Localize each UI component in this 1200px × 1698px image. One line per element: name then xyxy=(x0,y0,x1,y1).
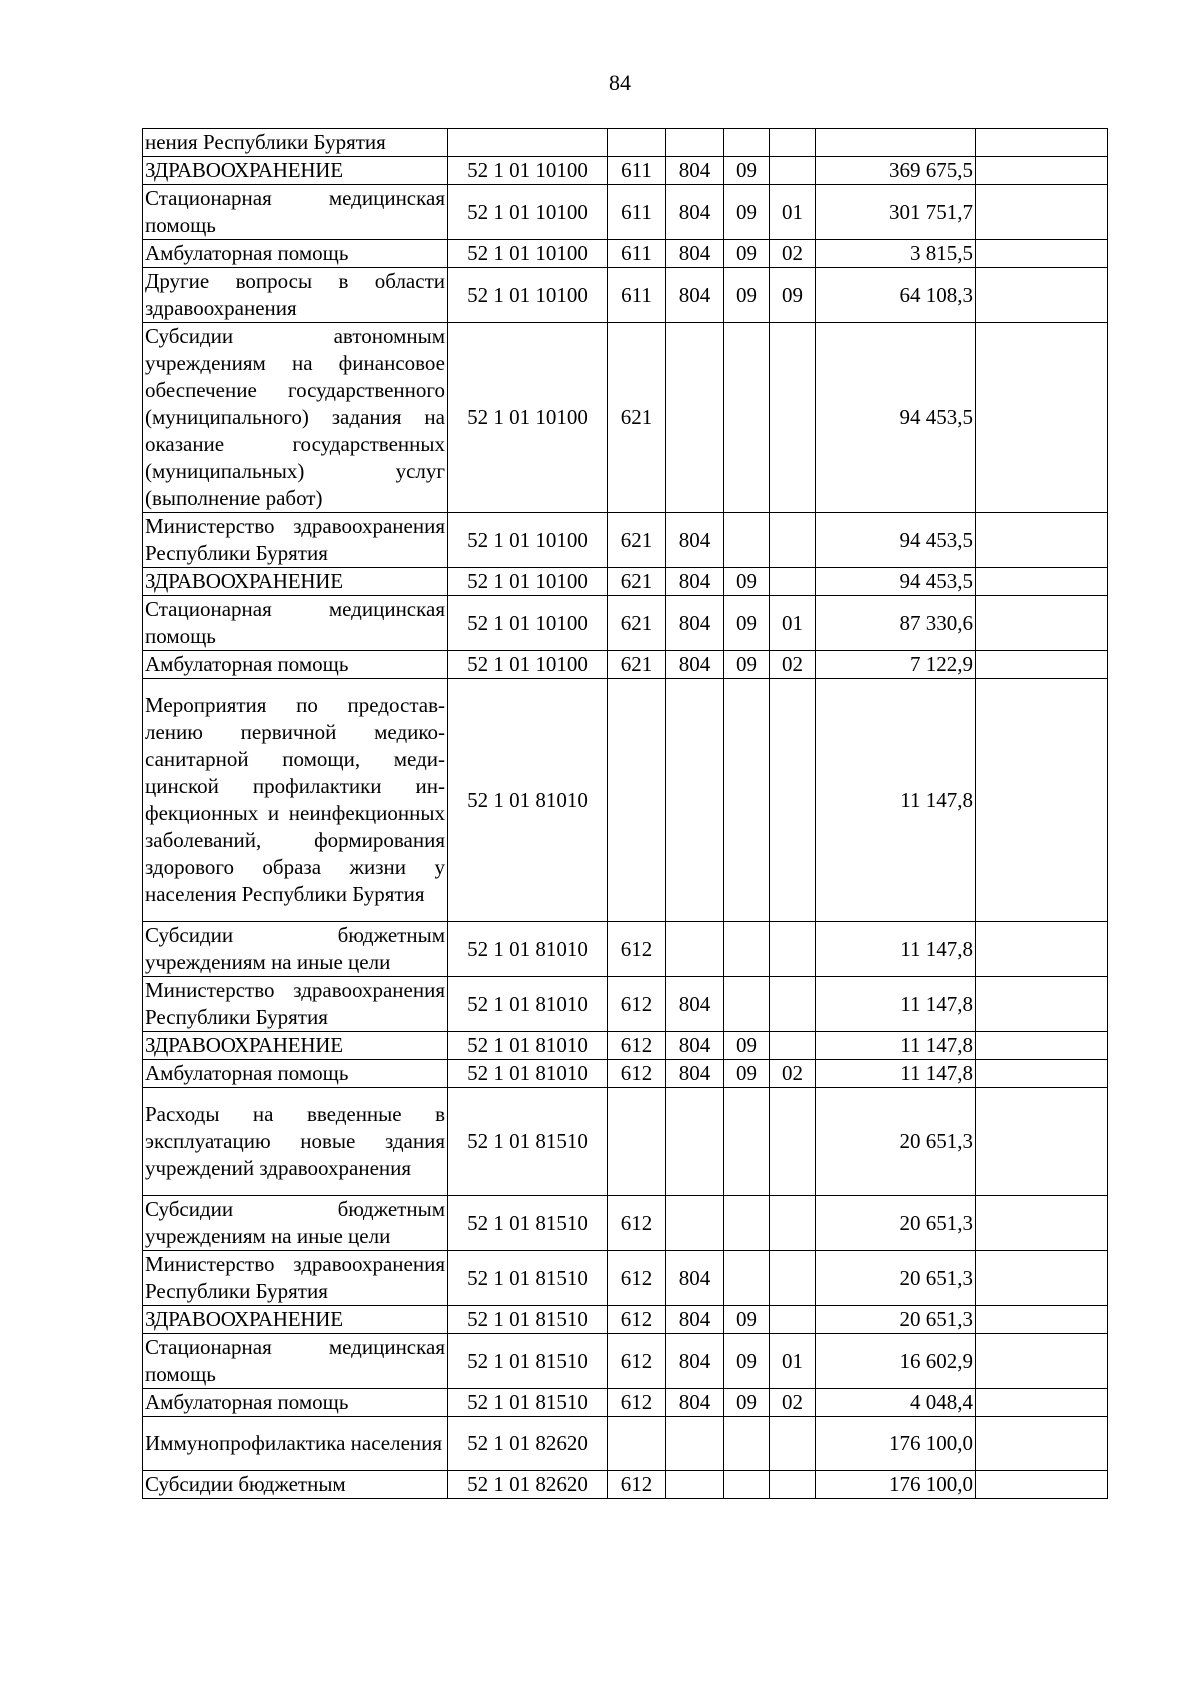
cell-empty xyxy=(976,268,1108,323)
cell-expense-type: 612 xyxy=(608,922,666,977)
table-row xyxy=(143,513,1108,568)
cell-subsection: 01 xyxy=(770,185,816,240)
cell-empty xyxy=(976,679,1108,922)
cell-ministry-code: 804 xyxy=(666,568,724,596)
cell-empty xyxy=(976,977,1108,1032)
cell-amount: 64 108,3 xyxy=(816,268,976,323)
cell-expense-type: 611 xyxy=(608,240,666,268)
cell-target-code: 52 1 01 81510 xyxy=(448,1334,608,1389)
cell-subsection xyxy=(770,513,816,568)
cell-ministry-code: 804 xyxy=(666,185,724,240)
cell-ministry-code xyxy=(666,679,724,922)
table-row xyxy=(143,323,1108,513)
cell-target-code: 52 1 01 10100 xyxy=(448,268,608,323)
cell-ministry-code xyxy=(666,1417,724,1471)
page-number: 84 xyxy=(609,70,631,95)
cell-subsection: 02 xyxy=(770,240,816,268)
cell-empty xyxy=(976,1060,1108,1088)
cell-subsection: 02 xyxy=(770,1060,816,1088)
cell-target-code: 52 1 01 81510 xyxy=(448,1251,608,1306)
cell-name: Мероприятия по предоставлению первичной медико-санитарной помощи, медицинской профилактики инфекционных и неинфекционных заболеваний, формирования здорового образа жизни у населения Республики Бурятия xyxy=(143,679,448,922)
cell-section xyxy=(724,1196,770,1251)
cell-amount: 11 147,8 xyxy=(816,1032,976,1060)
cell-ministry-code xyxy=(666,323,724,513)
cell-target-code: 52 1 01 10100 xyxy=(448,513,608,568)
cell-ministry-code xyxy=(666,922,724,977)
cell-expense-type: 621 xyxy=(608,568,666,596)
cell-amount: 94 453,5 xyxy=(816,513,976,568)
cell-subsection xyxy=(770,129,816,157)
cell-ministry-code: 804 xyxy=(666,1032,724,1060)
cell-ministry-code: 804 xyxy=(666,1334,724,1389)
cell-empty xyxy=(976,1088,1108,1196)
table-row xyxy=(143,1389,1108,1417)
cell-section: 09 xyxy=(724,1032,770,1060)
cell-ministry-code xyxy=(666,129,724,157)
cell-amount: 20 651,3 xyxy=(816,1306,976,1334)
cell-amount: 94 453,5 xyxy=(816,568,976,596)
cell-subsection: 01 xyxy=(770,596,816,651)
cell-section xyxy=(724,679,770,922)
cell-section xyxy=(724,977,770,1032)
cell-name: Другие вопросы в области здравоохранения xyxy=(143,268,448,323)
cell-name: Амбулаторная помощь xyxy=(143,1389,448,1417)
cell-amount: 3 815,5 xyxy=(816,240,976,268)
cell-target-code: 52 1 01 10100 xyxy=(448,596,608,651)
cell-empty xyxy=(976,185,1108,240)
cell-expense-type: 611 xyxy=(608,185,666,240)
cell-subsection xyxy=(770,1251,816,1306)
cell-ministry-code: 804 xyxy=(666,268,724,323)
cell-subsection xyxy=(770,323,816,513)
cell-section: 09 xyxy=(724,1060,770,1088)
cell-subsection xyxy=(770,679,816,922)
cell-expense-type xyxy=(608,1088,666,1196)
cell-section: 09 xyxy=(724,268,770,323)
cell-amount: 94 453,5 xyxy=(816,323,976,513)
cell-ministry-code: 804 xyxy=(666,1389,724,1417)
table-row xyxy=(143,1306,1108,1334)
table-row xyxy=(143,922,1108,977)
cell-target-code: 52 1 01 81010 xyxy=(448,1032,608,1060)
table-row xyxy=(143,1417,1108,1471)
cell-target-code: 52 1 01 10100 xyxy=(448,157,608,185)
cell-target-code: 52 1 01 81510 xyxy=(448,1088,608,1196)
cell-empty xyxy=(976,1334,1108,1389)
cell-name: Субсидии бюджетным xyxy=(143,1471,448,1499)
cell-section: 09 xyxy=(724,157,770,185)
table-row xyxy=(143,596,1108,651)
cell-section: 09 xyxy=(724,1306,770,1334)
cell-amount: 20 651,3 xyxy=(816,1196,976,1251)
cell-name: Амбулаторная помощь xyxy=(143,651,448,679)
cell-subsection xyxy=(770,1088,816,1196)
table-row xyxy=(143,977,1108,1032)
cell-target-code: 52 1 01 10100 xyxy=(448,651,608,679)
cell-expense-type: 621 xyxy=(608,323,666,513)
cell-empty xyxy=(976,157,1108,185)
cell-section: 09 xyxy=(724,1334,770,1389)
cell-ministry-code: 804 xyxy=(666,513,724,568)
cell-subsection xyxy=(770,1196,816,1251)
cell-ministry-code: 804 xyxy=(666,977,724,1032)
cell-empty xyxy=(976,651,1108,679)
cell-empty xyxy=(976,1471,1108,1499)
cell-amount: 11 147,8 xyxy=(816,679,976,922)
cell-empty xyxy=(976,513,1108,568)
cell-target-code xyxy=(448,129,608,157)
table-row xyxy=(143,679,1108,922)
cell-amount: 301 751,7 xyxy=(816,185,976,240)
cell-section xyxy=(724,1251,770,1306)
cell-section xyxy=(724,1417,770,1471)
cell-section xyxy=(724,129,770,157)
cell-target-code: 52 1 01 10100 xyxy=(448,185,608,240)
cell-section: 09 xyxy=(724,596,770,651)
cell-expense-type: 611 xyxy=(608,157,666,185)
cell-section: 09 xyxy=(724,185,770,240)
cell-ministry-code: 804 xyxy=(666,157,724,185)
cell-name: Министерство здравоохранения Республики Бурятия xyxy=(143,977,448,1032)
cell-empty xyxy=(976,568,1108,596)
cell-name: Министерство здравоохранения Республики Бурятия xyxy=(143,513,448,568)
cell-name: Министерство здравоохранения Республики Бурятия xyxy=(143,1251,448,1306)
cell-empty xyxy=(976,1417,1108,1471)
cell-expense-type: 612 xyxy=(608,1471,666,1499)
cell-amount: 4 048,4 xyxy=(816,1389,976,1417)
budget-table xyxy=(142,128,1108,1499)
cell-subsection xyxy=(770,1032,816,1060)
cell-expense-type: 621 xyxy=(608,596,666,651)
cell-expense-type: 621 xyxy=(608,651,666,679)
cell-subsection xyxy=(770,922,816,977)
cell-expense-type: 612 xyxy=(608,977,666,1032)
cell-empty xyxy=(976,1251,1108,1306)
table-row xyxy=(143,129,1108,157)
cell-target-code: 52 1 01 81010 xyxy=(448,977,608,1032)
cell-amount: 176 100,0 xyxy=(816,1417,976,1471)
cell-amount: 20 651,3 xyxy=(816,1251,976,1306)
cell-name: Амбулаторная помощь xyxy=(143,240,448,268)
cell-target-code: 52 1 01 10100 xyxy=(448,323,608,513)
cell-target-code: 52 1 01 81010 xyxy=(448,1060,608,1088)
cell-amount: 87 330,6 xyxy=(816,596,976,651)
cell-expense-type: 612 xyxy=(608,1196,666,1251)
cell-name: ЗДРАВООХРАНЕНИЕ xyxy=(143,568,448,596)
cell-subsection xyxy=(770,1417,816,1471)
cell-empty xyxy=(976,1306,1108,1334)
cell-name: нения Республики Бурятия xyxy=(143,129,448,157)
cell-target-code: 52 1 01 81510 xyxy=(448,1306,608,1334)
cell-ministry-code: 804 xyxy=(666,240,724,268)
cell-amount: 7 122,9 xyxy=(816,651,976,679)
cell-subsection xyxy=(770,1306,816,1334)
cell-empty xyxy=(976,240,1108,268)
cell-ministry-code: 804 xyxy=(666,1306,724,1334)
cell-name: ЗДРАВООХРАНЕНИЕ xyxy=(143,157,448,185)
cell-name: ЗДРАВООХРАНЕНИЕ xyxy=(143,1306,448,1334)
table-row xyxy=(143,568,1108,596)
cell-amount: 11 147,8 xyxy=(816,977,976,1032)
cell-name: Субсидии бюджетным учреждениям на иные цели xyxy=(143,1196,448,1251)
cell-subsection: 01 xyxy=(770,1334,816,1389)
cell-empty xyxy=(976,129,1108,157)
cell-target-code: 52 1 01 81510 xyxy=(448,1196,608,1251)
cell-amount: 369 675,5 xyxy=(816,157,976,185)
cell-ministry-code xyxy=(666,1196,724,1251)
cell-subsection: 02 xyxy=(770,1389,816,1417)
cell-ministry-code: 804 xyxy=(666,651,724,679)
cell-subsection xyxy=(770,1471,816,1499)
cell-name: Амбулаторная помощь xyxy=(143,1060,448,1088)
cell-section xyxy=(724,513,770,568)
cell-expense-type: 621 xyxy=(608,513,666,568)
cell-amount: 11 147,8 xyxy=(816,922,976,977)
cell-empty xyxy=(976,922,1108,977)
cell-subsection xyxy=(770,977,816,1032)
cell-amount: 16 602,9 xyxy=(816,1334,976,1389)
cell-target-code: 52 1 01 81010 xyxy=(448,922,608,977)
table-row xyxy=(143,1471,1108,1499)
cell-name: Субсидии автономным учреждениям на финансовое обеспечение государственного (муниципального) задания на оказание государственных (муниципальных) услуг (выполнение работ) xyxy=(143,323,448,513)
cell-section: 09 xyxy=(724,1389,770,1417)
cell-amount: 11 147,8 xyxy=(816,1060,976,1088)
cell-section xyxy=(724,1088,770,1196)
table-row xyxy=(143,1088,1108,1196)
table-row xyxy=(143,1060,1108,1088)
cell-empty xyxy=(976,1196,1108,1251)
cell-ministry-code: 804 xyxy=(666,1060,724,1088)
cell-empty xyxy=(976,596,1108,651)
table-row xyxy=(143,157,1108,185)
cell-section: 09 xyxy=(724,651,770,679)
cell-name: Расходы на введенные в эксплуатацию новые здания учреждений здравоохранения xyxy=(143,1088,448,1196)
cell-expense-type xyxy=(608,679,666,922)
cell-amount: 176 100,0 xyxy=(816,1471,976,1499)
cell-section xyxy=(724,1471,770,1499)
cell-empty xyxy=(976,1032,1108,1060)
cell-expense-type: 612 xyxy=(608,1060,666,1088)
cell-name: Субсидии бюджетным учреждениям на иные цели xyxy=(143,922,448,977)
cell-name: Стационарная медицинская помощь xyxy=(143,185,448,240)
cell-ministry-code: 804 xyxy=(666,596,724,651)
cell-target-code: 52 1 01 10100 xyxy=(448,568,608,596)
table-row xyxy=(143,1334,1108,1389)
cell-subsection: 02 xyxy=(770,651,816,679)
cell-target-code: 52 1 01 81010 xyxy=(448,679,608,922)
cell-name: Иммунопрофилактика населения xyxy=(143,1417,448,1471)
table-row xyxy=(143,1251,1108,1306)
cell-ministry-code: 804 xyxy=(666,1251,724,1306)
cell-target-code: 52 1 01 82620 xyxy=(448,1471,608,1499)
cell-expense-type: 612 xyxy=(608,1389,666,1417)
cell-expense-type xyxy=(608,129,666,157)
table-row xyxy=(143,1032,1108,1060)
cell-expense-type: 612 xyxy=(608,1251,666,1306)
cell-subsection xyxy=(770,568,816,596)
cell-name: Стационарная медицинская помощь xyxy=(143,1334,448,1389)
table-body xyxy=(143,129,1108,1499)
cell-name: ЗДРАВООХРАНЕНИЕ xyxy=(143,1032,448,1060)
cell-expense-type: 612 xyxy=(608,1306,666,1334)
cell-section: 09 xyxy=(724,240,770,268)
cell-section xyxy=(724,323,770,513)
cell-expense-type: 611 xyxy=(608,268,666,323)
cell-expense-type xyxy=(608,1417,666,1471)
table-row xyxy=(143,651,1108,679)
cell-section xyxy=(724,922,770,977)
cell-empty xyxy=(976,1389,1108,1417)
cell-ministry-code xyxy=(666,1088,724,1196)
table-row xyxy=(143,185,1108,240)
cell-subsection: 09 xyxy=(770,268,816,323)
cell-expense-type: 612 xyxy=(608,1032,666,1060)
cell-name: Стационарная медицинская помощь xyxy=(143,596,448,651)
cell-target-code: 52 1 01 82620 xyxy=(448,1417,608,1471)
table-row xyxy=(143,240,1108,268)
cell-amount xyxy=(816,129,976,157)
cell-target-code: 52 1 01 81510 xyxy=(448,1389,608,1417)
cell-section: 09 xyxy=(724,568,770,596)
table-row xyxy=(143,268,1108,323)
table-row xyxy=(143,1196,1108,1251)
cell-ministry-code xyxy=(666,1471,724,1499)
cell-subsection xyxy=(770,157,816,185)
cell-amount: 20 651,3 xyxy=(816,1088,976,1196)
cell-target-code: 52 1 01 10100 xyxy=(448,240,608,268)
cell-expense-type: 612 xyxy=(608,1334,666,1389)
cell-empty xyxy=(976,323,1108,513)
